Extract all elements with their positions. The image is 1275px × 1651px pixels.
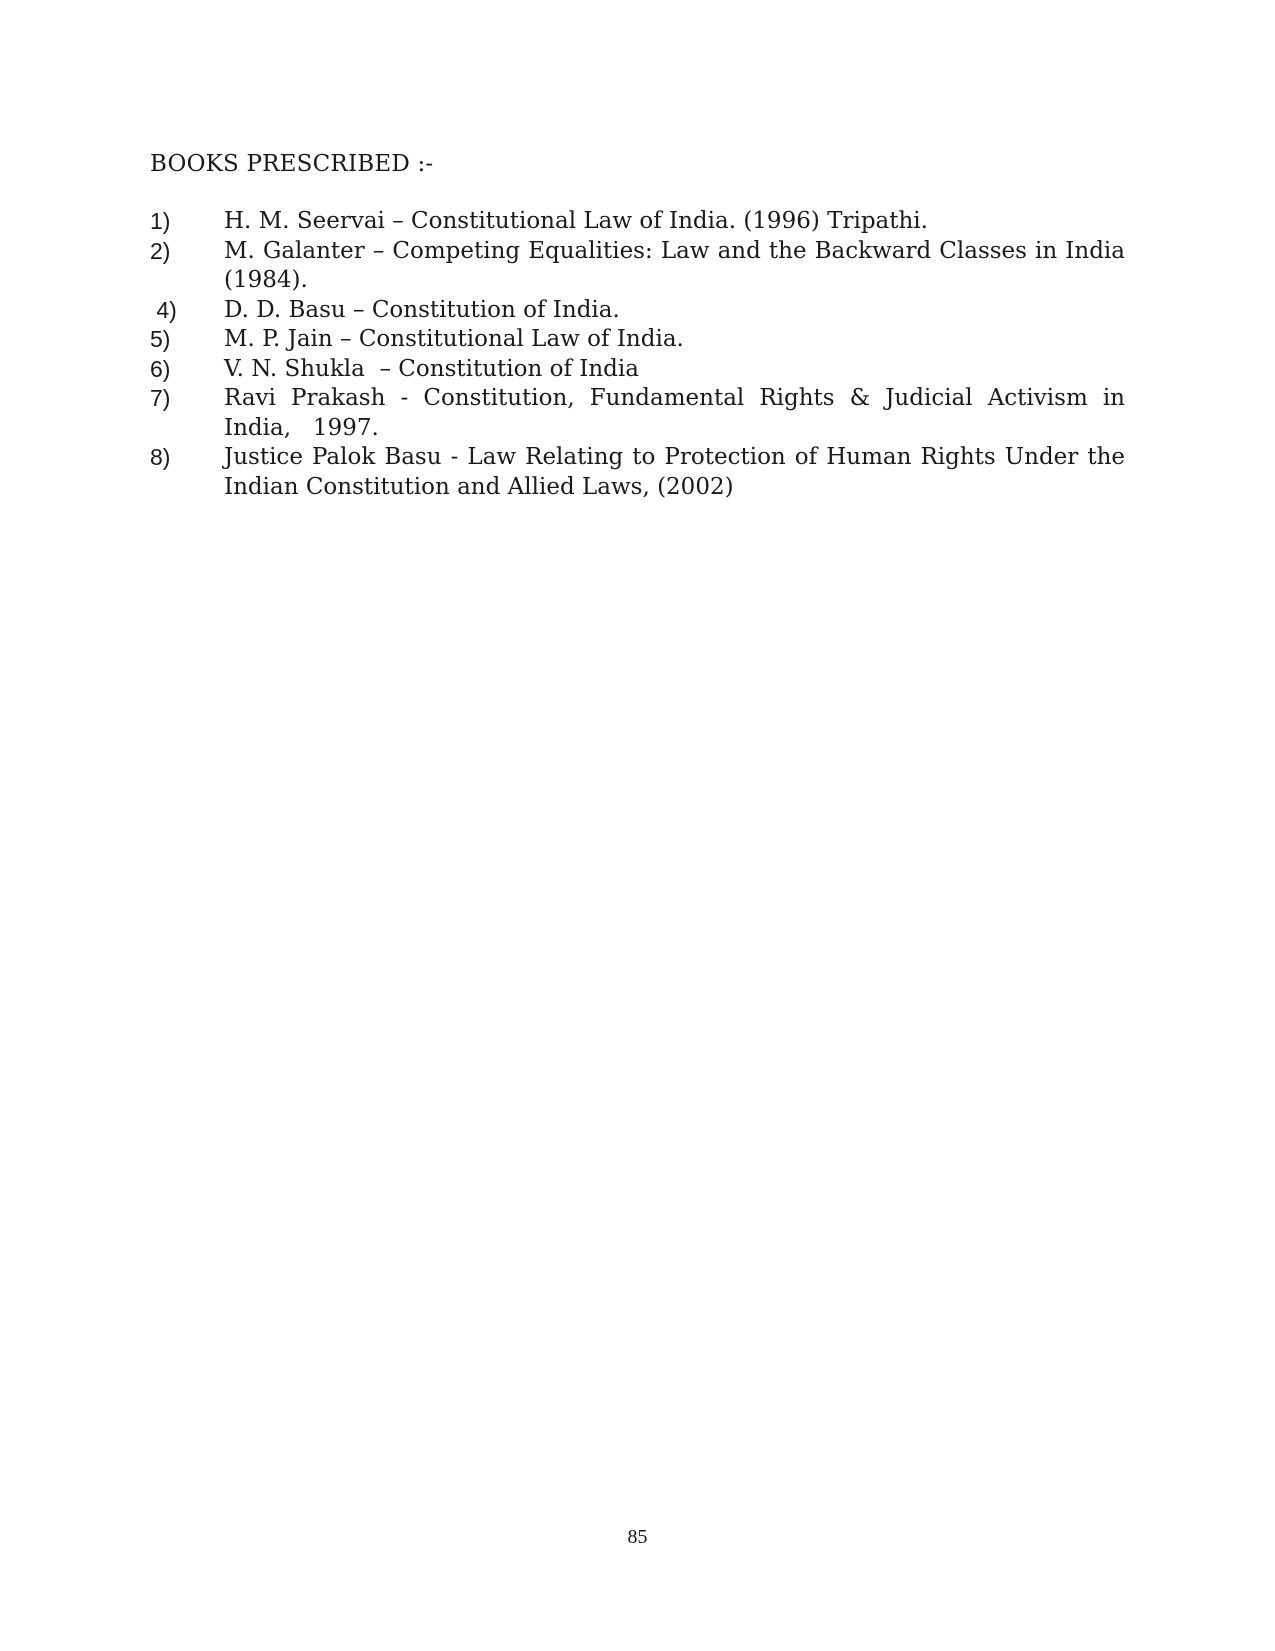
- book-item-number: 8): [150, 444, 171, 470]
- book-item-text: M. Galanter – Competing Equalities: Law and the Backward Classes in India (1984).: [224, 237, 1140, 293]
- book-item-number: 5): [150, 326, 171, 352]
- book-item: [150, 207, 1125, 237]
- book-item: [150, 296, 1125, 326]
- book-item-text: Ravi Prakash - Constitution, Fundamental Rights & Judicial Activism in India, 1997.: [224, 385, 1133, 441]
- book-item-number: 2): [150, 237, 171, 264]
- book-item-text: M. P. Jain – Constitutional Law of India.: [224, 326, 684, 352]
- book-item: [150, 325, 1125, 355]
- book-item: [150, 355, 1125, 385]
- book-item-number: 6): [150, 355, 171, 382]
- book-item: [150, 384, 1133, 443]
- book-item-number: 4): [150, 296, 177, 323]
- book-item-text: V. N. Shukla – Constitution of India: [224, 355, 639, 382]
- book-list: [150, 207, 1140, 502]
- book-item-number: 1): [150, 208, 171, 234]
- book-item-text: D. D. Basu – Constitution of India.: [224, 296, 620, 323]
- book-item-text: Justice Palok Basu - Law Relating to Protection of Human Rights Under the Indian Constitution and Allied Laws, (2002): [224, 444, 1133, 500]
- section-heading: BOOKS PRESCRIBED :-: [150, 151, 434, 177]
- book-item: [150, 237, 1140, 296]
- book-item-number: 7): [150, 385, 171, 411]
- page-number: 85: [627, 1526, 648, 1548]
- book-item: [150, 443, 1133, 502]
- book-item-text: H. M. Seervai – Constitutional Law of India. (1996) Tripathi.: [224, 208, 928, 234]
